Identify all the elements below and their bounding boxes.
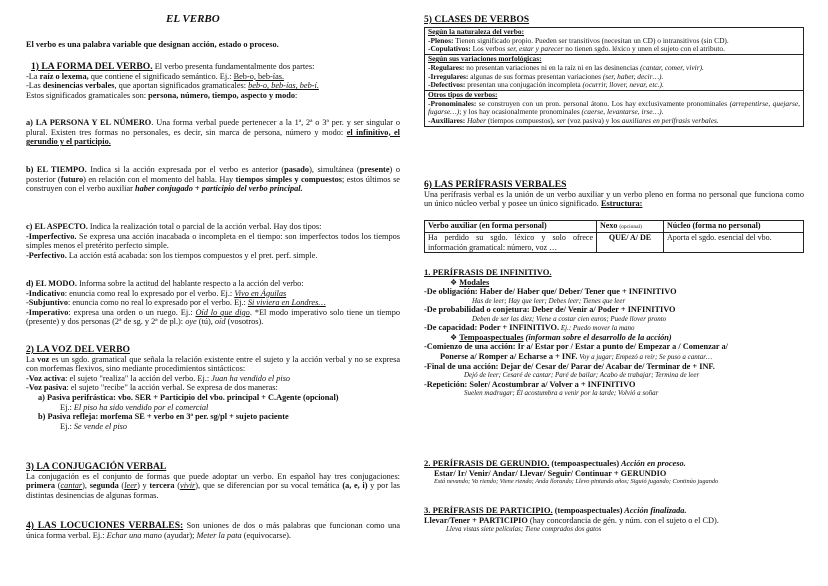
section-heading-clases: 5) CLASES DE VERBOS (424, 14, 530, 25)
table-cell: Ha perdido su sgdo. léxico y solo ofrece información gramatical: número, voz … (425, 233, 597, 253)
clases-box (424, 27, 804, 127)
perifrasis-gerundio: 2. PERÍFRASIS DE GERUNDIO. (tempoaspectuales) Acción en proceso. Estar/ Ir/ Venir/ Andar/ Llevar/ Seguir/ Continuar + GERUNDIO Está nevando; Va riendo; Viene riendo; Anda llorando; Llevo pintando años; Siguió jugando; Continúo jugando (424, 458, 719, 486)
section-tiempo: b) EL TIEMPO. Indica si la acción expresada por el verbo es anterior (pasado), simultánea (presente) o posterior (futuro) en relación con el momento del habla. Hay tiempos simples y compuestos; estos últimos se construyen con el verbo auxiliar haber conjugado + participio del verbo principal. (26, 165, 400, 194)
section-heading: c) EL ASPECTO. (26, 222, 88, 231)
section-heading: b) EL TIEMPO. (26, 165, 87, 174)
section-modo: d) EL MODO. Informa sobre la actitud del hablante respecto a la acción del verbo: -Indicativo: enuncia como real lo expresado por el verbo. Ej.: Vivo en Águilas -Subjuntivo: enuncia como no real lo expresado por el verbo. Ej.: Si viviera en Londres… -Imperativo: expresa una orden o un ruego. Ej.: Oíd lo que digo. *El modo imperativo solo tiene un tiempo (presente) y dos personas (2ª de sg. y 2ª de pl.): oye (tú), oíd (vosotros). (26, 279, 400, 327)
table-header: Núcleo (forma no personal) (664, 221, 804, 233)
table-cell: QUE/ A/ DE (597, 233, 664, 253)
table-cell: Aporta el sgdo. esencial del vbo. (664, 233, 804, 253)
clases-otros: Otros tipos de verbos: -Pronominales: se construyen con un pron. personal átono. Los hay exclusivamente pronominales (arrepentirse, quejarse, fugarse…); y los hay ocasionalmente pronominales (caerse, levantarse, irse…). -Auxiliares: Haber (tiempos compuestos), ser (voz pasiva) y los auxiliares en perífrasis verbales. (425, 90, 804, 126)
section-forma: 1) LA FORMA DEL VERBO. El verbo presenta fundamentalmente dos partes: -La raíz o lexema, que contiene el significado semántico. Ej.: Beb-o, beb-ías. -Las desinencias verbales, que aportan significados gramaticales: beb-o, beb-ías, beb-í. Estos significados gramaticales son: persona, número, tiempo, aspecto y modo: (26, 61, 319, 100)
section-heading: 1. PERÍFRASIS DE INFINITIVO. (424, 267, 552, 277)
section-heading: a) LA PERSONA Y EL NÚMERO (26, 118, 152, 127)
table-header: Nexo (opcional) (597, 221, 664, 233)
section-heading: 6) LAS PERÍFRASIS VERBALES (424, 179, 567, 190)
section-heading: 2) LA VOZ DEL VERBO (26, 344, 130, 355)
diamond-icon: ❖ (450, 277, 458, 287)
table-header: Verbo auxiliar (en forma personal) (425, 221, 597, 233)
section-heading: 3) LA CONJUGACIÓN VERBAL (26, 461, 167, 472)
section-perifrasis: 6) LAS PERÍFRASIS VERBALES Una perífrasis verbal es la unión de un verbo auxiliar y un verbo pleno en forma no personal que funciona como un único núcleo verbal y posee un único significado. Estructura: (424, 179, 804, 209)
section-heading: 4) LAS LOCUCIONES VERBALES: (26, 520, 184, 531)
section-heading: 2. PERÍFRASIS DE GERUNDIO. (424, 458, 550, 468)
perifrasis-infinitivo: 1. PERÍFRASIS DE INFINITIVO. ❖ Modales -De obligación: Haber de/ Haber que/ Deber/ Tener que + INFINITIVO Has de leer; Hay que leer; Debes leer; Tienes que leer -De probabilidad o conjetura: Deber de/ Venir a/ Poder + INFINITIVO Deben de ser las diez; Viene a costar cien euros; Puede llover pronto -De capacidad: Poder + INFINITIVO. Ej.: Puedo mover la mano ❖ Tempoaspectuales (informan sobre el desarrollo de la acción) -Comienzo de una acción: Ir a/ Estar por / Estar a punto de/ Empezar a / Comenzar a/ Ponerse a/ Romper a/ Echarse a + INF. Voy a jugar; Empezó a reír; Se puso a cantar… -Final de una acción: Dejar de/ Cesar de/ Parar de/ Acabar de/ Terminar de + INF. Dejó de leer; Cesaré de cantar; Paré de bailar; Acabo de trabajar; Termina de leer -Repetición: Soler/ Acostumbrar a/ Volver a + INFINITIVO Suelen madrugar; Él acostumbra a venir por la tarde; Volvió a soñar (424, 267, 728, 398)
section-aspecto: c) EL ASPECTO. Indica la realización total o parcial de la acción verbal. Hay dos tipos: -Imperfectivo. Se expresa una acción inacabada o incompleta en el tiempo: son imperfectos todos los tiempos simples menos el pretérito perfecto simple. -Perfectivo. La acción está acabada: son los tiempos compuestos y el pret. perf. simple. (26, 222, 400, 260)
diamond-icon: ❖ (450, 332, 458, 342)
section-heading: 3. PERÍFRASIS DE PARTICIPIO. (424, 505, 553, 515)
section-heading: 1) LA FORMA DEL VERBO. (31, 61, 153, 72)
clases-morfologicas: Según sus variaciones morfológicas: -Regulares: no presentan variaciones ni en la raíz ni en las desinencias (cantar, comer, vivir). -Irregulares: algunas de sus formas presentan variaciones (ser, haber, decir…). -Defectivos: presentan una conjugación incompleta (ocurrir, llover, nevar, etc.). (425, 55, 804, 91)
page-title: EL VERBO (166, 13, 220, 25)
clases-naturaleza: Según la naturaleza del verbo: -Plenos: Tienen significado propio. Pueden ser transitivos (necesitan un CD) o intransitivos (sin CD). -Copulativos: Los verbos ser, estar y parecer no tienen sgdo. léxico y unen el sujeto con el atributo. (425, 28, 804, 55)
intro: El verbo es una palabra variable que designan acción, estado o proceso. (26, 40, 279, 49)
section-heading: d) EL MODO. (26, 279, 77, 288)
perifrasis-participio: 3. PERÍFRASIS DE PARTICIPIO. (tempoaspectuales) Acción finalizada. Llevar/Tener + PARTICIPIO (hay concordancia de gén. y núm. con el sujeto o el CD). Lleva vistas siete películas; Tiene comprados dos gatos (424, 505, 719, 534)
estructura-table (424, 220, 804, 253)
section-conjugacion: 3) LA CONJUGACIÓN VERBAL La conjugación es el conjunto de formas que puede adoptar un verbo. En español hay tres conjugaciones: primera (cantar), segunda (leer) y tercera (vivir), que se diferencian por su vocal temática (a, e, i) y por las distintas desinencias de algunas formas. (26, 461, 400, 500)
section-voz: 2) LA VOZ DEL VERBO La voz es un sgdo. gramatical que señala la relación existente entre el sujeto y la acción verbal y no se expresa con morfemas flexivos, sino mediante procedimientos sintácticos: -Voz activa: el sujeto "realiza" la acción del verbo. Ej.: Juan ha vendido el piso -Voz pasiva: el sujeto "recibe" la acción verbal. Se expresa de dos maneras: a) Pasiva perifrástica: vbo. SER + Participio del vbo. principal + C.Agente (opcional) Ej.: El piso ha sido vendido por el comercial b) Pasiva refleja: morfema SE + verbo en 3ª per. sg/pl + sujeto paciente Ej.: Se vende el piso (26, 344, 400, 431)
section-locuciones: 4) LAS LOCUCIONES VERBALES: Son uniones de dos o más palabras que funcionan como una única forma verbal. Ej.: Echar una mano (ayudar); Meter la pata (equivocarse). (26, 520, 401, 540)
section-persona: a) LA PERSONA Y EL NÚMERO. Una forma verbal puede pertenecer a la 1ª, 2ª o 3ª per. y ser singular o plural. Existen tres formas no personales, es decir, sin marca de persona, número y modo: el infinitivo, el gerundio y el participio. (26, 118, 400, 147)
